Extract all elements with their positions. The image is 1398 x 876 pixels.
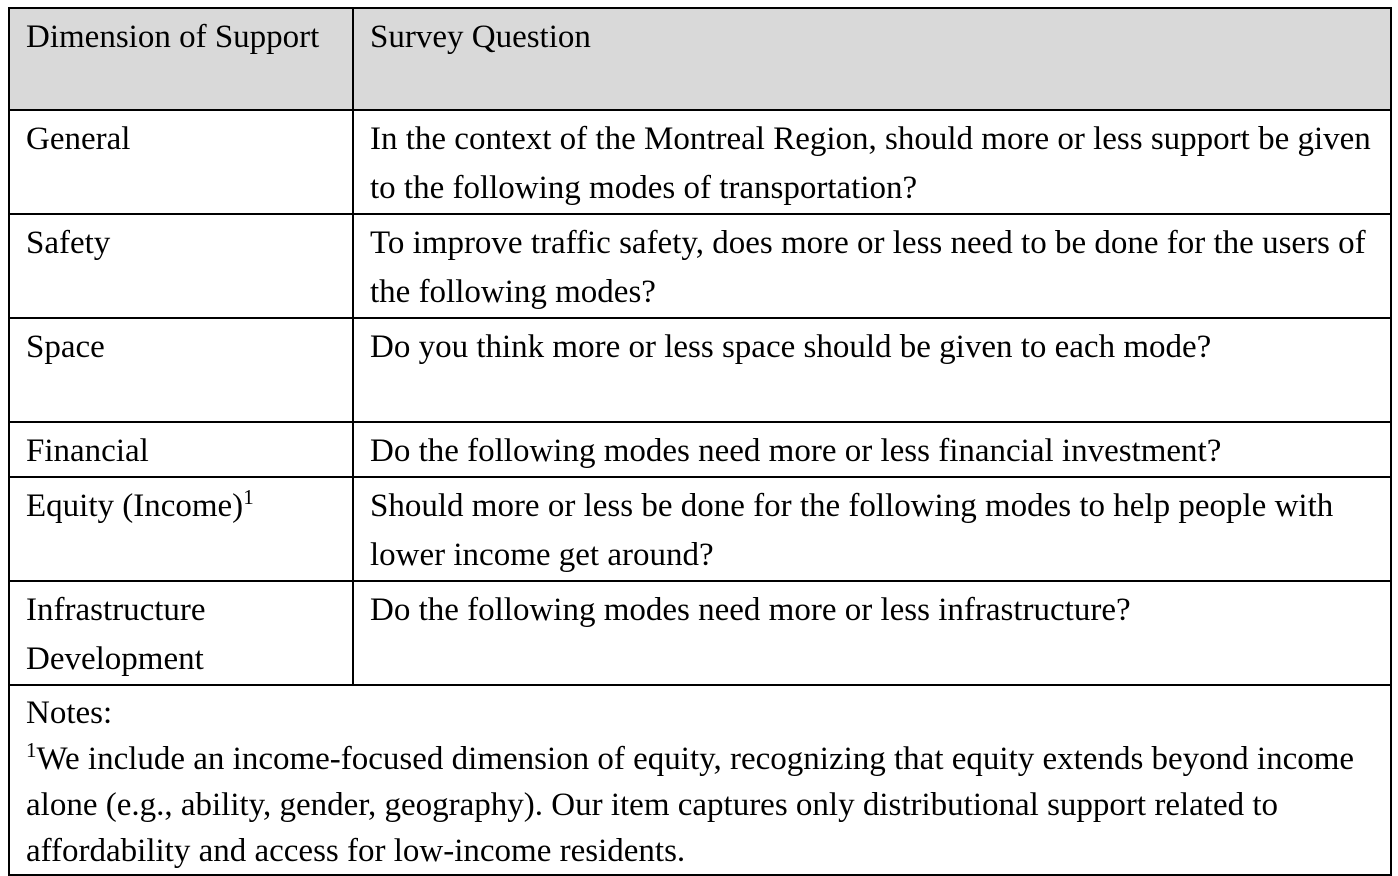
notes-label: Notes: — [26, 695, 113, 731]
table-row — [9, 581, 1391, 685]
question-cell: Do the following modes need more or less financial investment? — [353, 422, 1391, 477]
dimension-cell: Infrastructure Development — [9, 581, 353, 685]
table-header-row — [9, 8, 1391, 110]
dimension-cell: Financial — [9, 422, 353, 477]
table-row — [9, 110, 1391, 214]
header-question: Survey Question — [353, 8, 1391, 110]
dimension-cell — [9, 477, 353, 581]
dimension-label: Equity (Income) — [26, 488, 244, 524]
footnote-marker: 1 — [26, 738, 37, 762]
header-dimension: Dimension of Support — [9, 8, 353, 110]
table-row — [9, 318, 1391, 422]
notes-cell — [9, 685, 1391, 875]
survey-dimensions-table — [8, 7, 1392, 876]
table-row — [9, 477, 1391, 581]
footnote-marker: 1 — [243, 485, 254, 509]
dimension-cell: Safety — [9, 214, 353, 318]
table-row — [9, 422, 1391, 477]
question-cell: Do the following modes need more or less infrastructure? — [353, 581, 1391, 685]
question-cell: Do you think more or less space should be given to each mode? — [353, 318, 1391, 422]
dimension-cell: Space — [9, 318, 353, 422]
notes-text-block — [26, 736, 1374, 874]
notes-row — [9, 685, 1391, 875]
dimension-cell: General — [9, 110, 353, 214]
question-cell: Should more or less be done for the following modes to help people with lower income get around? — [353, 477, 1391, 581]
table-row — [9, 214, 1391, 318]
question-cell: In the context of the Montreal Region, should more or less support be given to the following modes of transportation? — [353, 110, 1391, 214]
footnote-text: We include an income-focused dimension of equity, recognizing that equity extends beyond income alone (e.g., ability, gender, geography). Our item captures only distributional support related to affordability and access for low-income residents. — [26, 741, 1355, 869]
question-cell: To improve traffic safety, does more or less need to be done for the users of the following modes? — [353, 214, 1391, 318]
